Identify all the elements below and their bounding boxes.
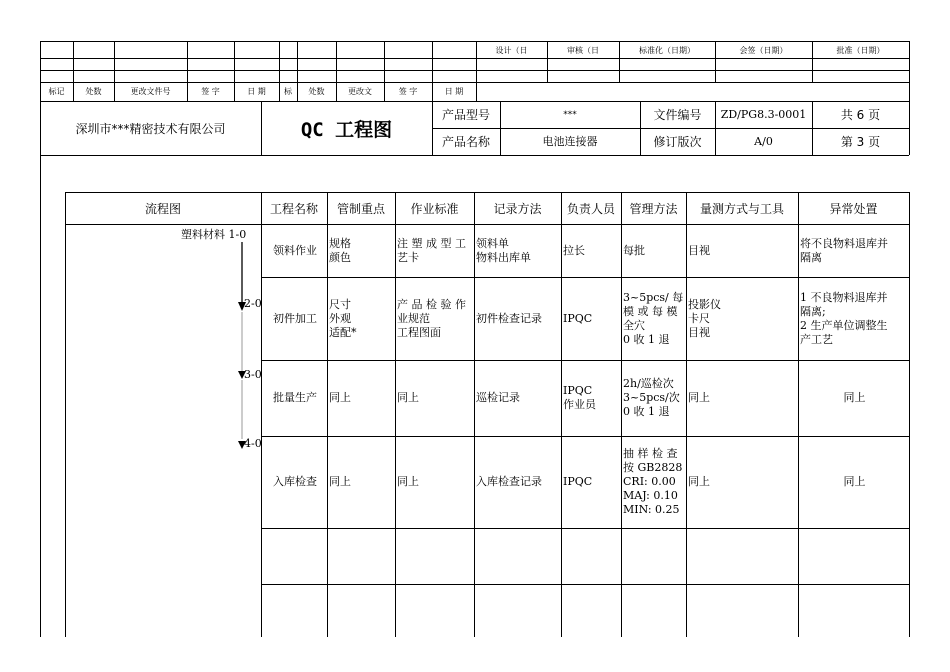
col-header-control-point: 管制重点	[336, 201, 385, 216]
document-title: QC 工程图	[300, 118, 393, 141]
sign-col-standard: 标准化（日期）	[639, 45, 695, 55]
row3-standard: 同上	[397, 391, 419, 404]
sign-col-countersign: 会签（日期）	[739, 45, 788, 55]
row5-measurement	[686, 528, 798, 584]
col-header-process: 工程名称	[269, 201, 318, 216]
row3-management: 2h/巡检次 3~5pcs/次 0 收 1 退	[623, 377, 680, 418]
flow-arrow-3-head	[238, 441, 246, 449]
row3-record: 巡检记录	[476, 391, 520, 404]
company-name: 深圳市***精密技术有限公司	[75, 121, 226, 136]
page-number: 第 3 页	[840, 135, 881, 149]
row2-standard: 产 品 检 验 作 业规范 工程图面	[397, 297, 466, 339]
col-header-management: 管理方法	[629, 201, 678, 216]
flow-step-3-label: 3-0	[244, 368, 262, 381]
rev-label-change-doc: 更改文件号	[130, 87, 171, 96]
rev-label-date: 日 期	[247, 87, 266, 96]
total-pages: 共 6 页	[840, 108, 881, 122]
row4-standard: 同上	[397, 475, 419, 488]
row4-exception: 同上	[843, 475, 866, 488]
row6-exception	[798, 584, 909, 637]
row5-exception	[798, 528, 909, 584]
row5-control	[327, 528, 395, 584]
row4-process: 入库检查	[273, 475, 317, 488]
doc-number-label: 文件编号	[653, 108, 702, 122]
rev-label-sign-2: 签 字	[398, 87, 418, 96]
flow-arrow-2-head	[238, 371, 246, 379]
row3-process: 批量生产	[273, 391, 317, 404]
revision-value: A/0	[754, 134, 773, 148]
rev-label-sign: 签 字	[201, 87, 220, 96]
row1-person: 拉长	[563, 243, 585, 257]
flow-arrow-1-head	[238, 302, 246, 311]
row6-person	[561, 584, 621, 637]
rev-label-count-2: 处数	[308, 87, 325, 96]
row6-measurement	[686, 584, 798, 637]
rev-label-change-doc-2: 更改文	[348, 87, 372, 96]
col-header-flowchart: 流程图	[144, 201, 181, 216]
row4-record: 入库检查记录	[476, 475, 542, 488]
row2-measurement: 投影仪 卡尺 目视	[688, 297, 721, 339]
row5-record	[474, 528, 561, 584]
row4-measurement: 同上	[688, 475, 710, 488]
row3-exception: 同上	[843, 391, 866, 404]
rev-label-count: 处数	[85, 87, 102, 96]
row5-person	[561, 528, 621, 584]
col-header-measurement: 量测方式与工具	[699, 201, 784, 216]
row1-record: 领料单 物料出库单	[476, 236, 531, 264]
product-name-value: 电池连接器	[542, 134, 598, 148]
flow-step-4-label: 4-0	[244, 437, 262, 450]
row5-process	[261, 528, 327, 584]
product-model-value: ***	[563, 109, 577, 120]
col-header-standard: 作业标准	[410, 201, 459, 216]
row1-control: 规格 颜色	[329, 236, 351, 264]
row4-control: 同上	[329, 475, 351, 488]
sign-col-design: 设计（日	[495, 45, 528, 55]
row6-management	[621, 584, 686, 637]
row6-record	[474, 584, 561, 637]
col-header-record: 记录方法	[493, 201, 542, 216]
product-model-label: 产品型号	[441, 108, 490, 122]
row2-control: 尺寸 外观 适配*	[329, 297, 357, 339]
sign-col-review: 审核（日	[567, 45, 599, 55]
revision-label: 修订版次	[653, 135, 702, 149]
row1-process: 领料作业	[273, 243, 317, 257]
row6-control	[327, 584, 395, 637]
row1-management: 每批	[623, 243, 645, 257]
row1-standard: 注 塑 成 型 工 艺卡	[397, 236, 466, 264]
row3-control: 同上	[329, 391, 351, 404]
row4-management: 抽 样 检 查 按 GB2828 CRI: 0.00 MAJ: 0.10 MIN: 0.25	[623, 447, 683, 516]
row2-management: 3~5pcs/ 每 模 或 每 模 全穴 0 收 1 退	[623, 290, 684, 346]
row2-exception: 1 不良物料退库并 隔离; 2 生产单位调整生 产工艺	[800, 290, 888, 346]
doc-number-value: ZD/PG8.3-0001	[720, 107, 807, 121]
row2-process: 初件加工	[273, 311, 317, 325]
flow-step-2-label: 2-0	[244, 297, 262, 310]
row4-person: IPQC	[563, 475, 593, 488]
row1-measurement: 目视	[688, 243, 710, 257]
row6-process	[261, 584, 327, 637]
rev-label-date-2: 日 期	[444, 87, 464, 96]
flow-arrows	[230, 240, 250, 452]
flow-step-1-label: 塑料材料 1-0	[181, 228, 247, 241]
row5-standard	[395, 528, 474, 584]
col-header-person: 负责人员	[566, 201, 615, 216]
row3-measurement: 同上	[688, 391, 710, 404]
sign-col-approve: 批准（日期）	[836, 45, 885, 55]
row5-management	[621, 528, 686, 584]
row6-standard	[395, 584, 474, 637]
product-name-label: 产品名称	[441, 135, 490, 149]
row2-record: 初件检查记录	[476, 311, 542, 325]
rev-label-mark: 标记	[48, 87, 65, 96]
row2-person: IPQC	[563, 311, 593, 325]
row1-exception: 将不良物料退库并 隔离	[800, 236, 888, 264]
col-header-exception: 异常处置	[829, 201, 878, 216]
row3-person: IPQC 作业员	[563, 384, 596, 411]
rev-label-mark-2: 标	[284, 87, 292, 96]
